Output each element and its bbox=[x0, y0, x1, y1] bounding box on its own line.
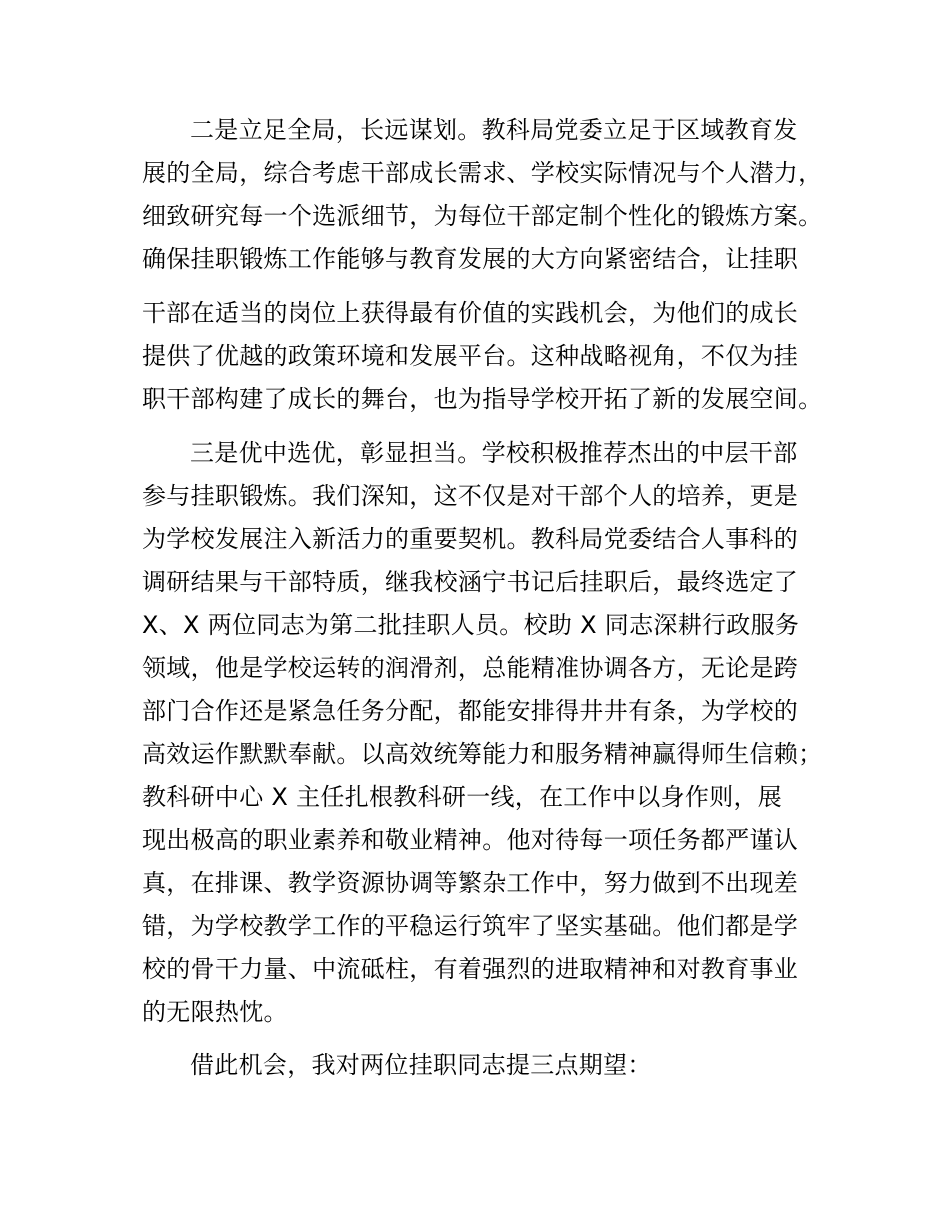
text-line: 二是立足全局，长远谋划。教科局党委立足于区域教育发 bbox=[190, 116, 798, 144]
text-line: 为学校发展注入新活力的重要契机。教科局党委结合人事科的 bbox=[142, 525, 799, 553]
text-line: 细致研究每一个选派细节，为每位干部定制个性化的锻炼方案。 bbox=[142, 202, 823, 230]
text-line: 校的骨干力量、中流砥柱，有着强烈的进取精神和对教育事业 bbox=[142, 955, 799, 983]
text-line: 真，在排课、教学资源协调等繁杂工作中，努力做到不出现差 bbox=[142, 869, 799, 897]
text-line: 三是优中选优，彰显担当。学校积极推荐杰出的中层干部 bbox=[190, 439, 798, 467]
text-line: 现出极高的职业素养和敬业精神。他对待每一项任务都严谨认 bbox=[142, 826, 799, 854]
text-line: 调研结果与干部特质，继我校涵宁书记后挂职后，最终选定了 bbox=[142, 568, 799, 596]
text-line: 高效运作默默奉献。以高效统筹能力和服务精神赢得师生信赖； bbox=[142, 740, 823, 768]
text-line: X、X 两位同志为第二批挂职人员。校助 X 同志深耕行政服务 bbox=[142, 611, 800, 639]
text-line: 的无限热忱。 bbox=[142, 998, 288, 1026]
text-line: 教科研中心 X 主任扎根教科研一线，在工作中以身作则，展 bbox=[142, 783, 783, 811]
text-line: 展的全局，综合考虑干部成长需求、学校实际情况与个人潜力， bbox=[142, 159, 823, 187]
text-line: 借此机会，我对两位挂职同志提三点期望： bbox=[190, 1051, 652, 1079]
text-line: 参与挂职锻炼。我们深知，这不仅是对干部个人的培养，更是 bbox=[142, 482, 799, 510]
text-line: 错，为学校教学工作的平稳运行筑牢了坚实基础。他们都是学 bbox=[142, 912, 799, 940]
text-line: 提供了优越的政策环境和发展平台。这种战略视角，不仅为挂 bbox=[142, 342, 799, 370]
text-line: 干部在适当的岗位上获得最有价值的实践机会，为他们的成长 bbox=[142, 299, 799, 327]
text-line: 确保挂职锻炼工作能够与教育发展的大方向紧密结合，让挂职 bbox=[142, 245, 799, 273]
text-line: 领域，他是学校运转的润滑剂，总能精准协调各方，无论是跨 bbox=[142, 654, 799, 682]
text-line: 职干部构建了成长的舞台，也为指导学校开拓了新的发展空间。 bbox=[142, 385, 823, 413]
text-line: 部门合作还是紧急任务分配，都能安排得井井有条，为学校的 bbox=[142, 697, 799, 725]
